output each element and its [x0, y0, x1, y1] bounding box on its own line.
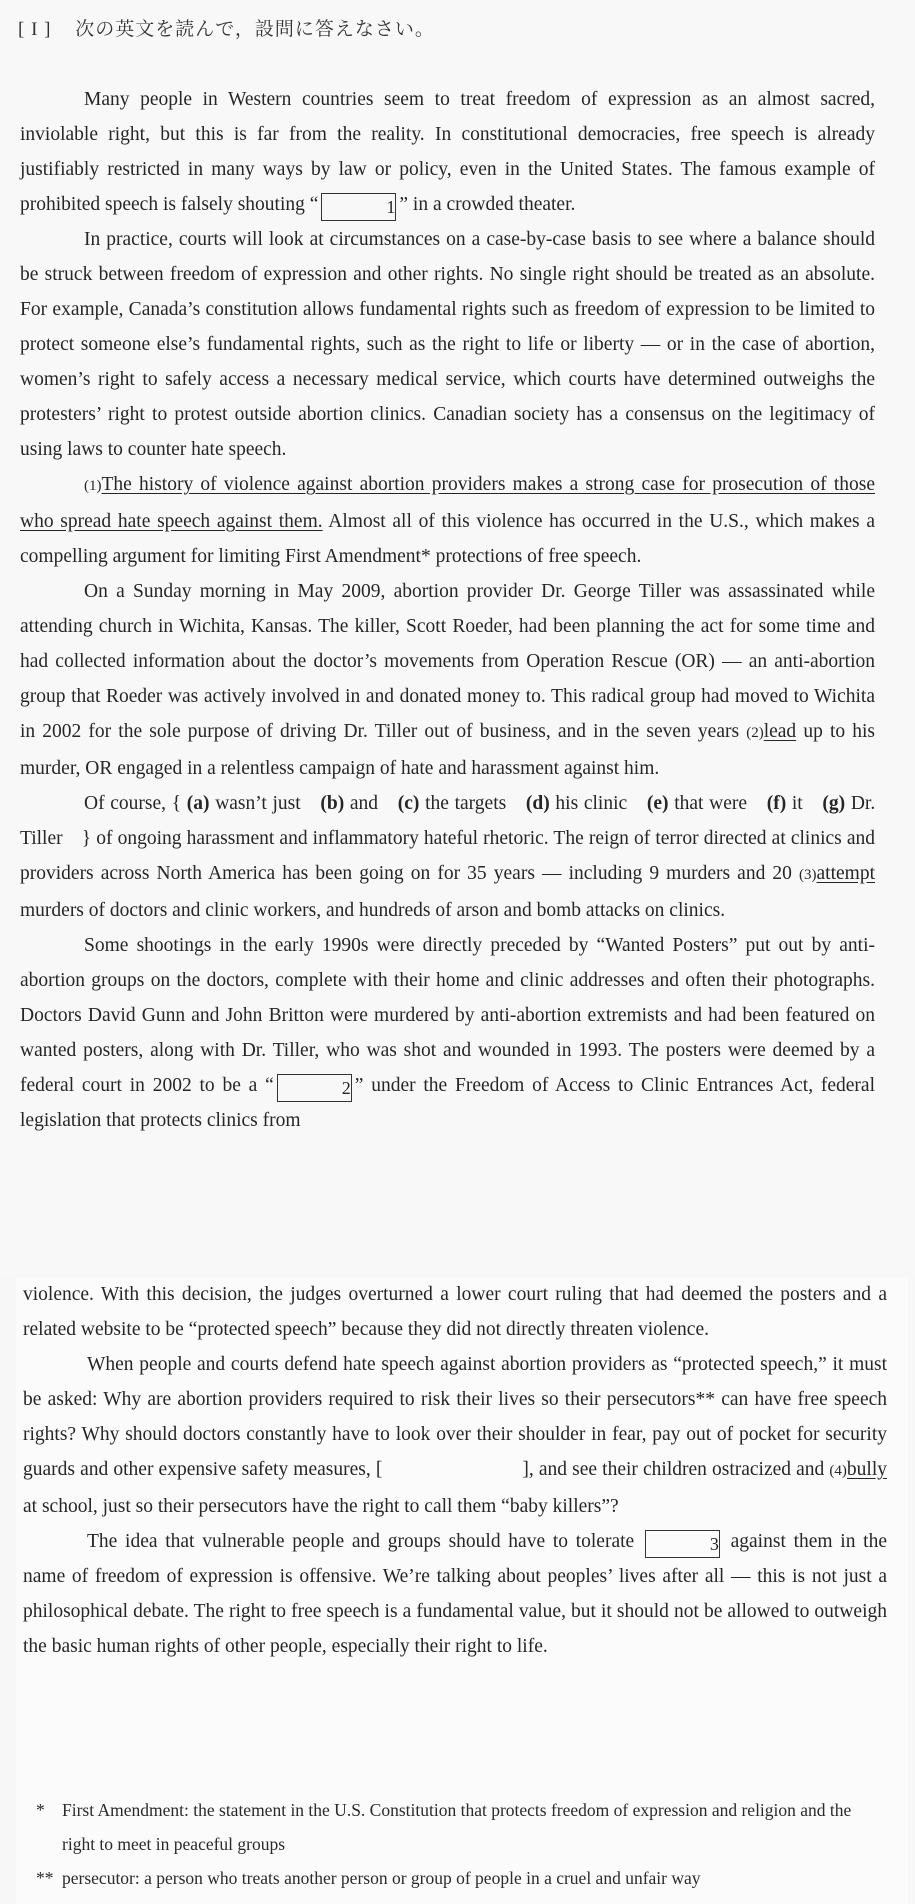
choice-a: (a) wasn’t just: [186, 793, 301, 814]
paragraph-7: When people and courts defend hate speech against abortion providers as “protected speech,” it must be asked: Why are abortion providers required to risk their lives so their persecutors** can have free speech rights? Why should doctors constantly have to look over their shoulder in fear, pay out of pocket for security guards and other expensive safety measures, [ ], and see their children ostracized and (4)bully at school, just so their persecutors have the right to call them “baby killers”?: [23, 1354, 888, 1517]
paragraph-6: Some shootings in the early 1990s were directly preceded by “Wanted Posters” put out by anti-abortion groups on the doctors, complete with their home and clinic addresses and often their photographs. Doctors David Gunn and John Britton were murdered by anti-abortion extremists and had been featured on wanted posters, along with Dr. Tiller, who was shot and wounded in 1993. The posters were deemed by a federal court in 2002 to be a “ 2 ” under the Freedom of Access to Clinic Entrances Act, federal legislation that protects clinics from: [20, 935, 875, 1131]
underlined-sentence-1: The history of violence against abortion providers makes a strong case for prosecution of those who spread hate speech against them.: [20, 474, 875, 532]
question-marker-4: (4): [829, 1463, 847, 1479]
passage-lower: [23, 1277, 887, 1664]
choice-f: (f) it: [766, 793, 803, 814]
question-number: [ I ]: [18, 19, 52, 40]
paragraph-3: (1)The history of violence against abortion providers makes a strong case for prosecution of those who spread hate speech against them. Almost all of this violence has occurred in the U.S., which makes a compelling argument for limiting First Amendment* protections of free speech.: [20, 474, 875, 567]
blank-box-1[interactable]: 1: [321, 193, 396, 221]
bracket-blank[interactable]: [ ]: [375, 1459, 529, 1480]
blank-box-3[interactable]: 3: [645, 1530, 720, 1558]
question-marker-2: (2): [746, 725, 764, 741]
footnote-1: * First Amendment: the statement in the U.S. Constitution that protects freedom of expression and religion and the right to meet in peaceful groups: [36, 1800, 852, 1854]
footnotes: [36, 1793, 876, 1895]
paragraph-1: Many people in Western countries seem to treat freedom of expression as an almost sacred, inviolable right, but this is far from the reality. In constitutional democracies, free speech is already justifiably restricted in many ways by law or policy, even in the United States. The famous example of prohibited speech is falsely shouting “ 1 ” in a crowded theater.: [20, 82, 875, 222]
choice-c: (c) the targets: [397, 793, 507, 814]
passage-upper: [20, 82, 875, 1138]
paragraph-2: In practice, courts will look at circumstances on a case-by-case basis to see where a balance should be struck between freedom of expression and other rights. No single right should be treated as an absolute. For example, Canada’s constitution allows fundamental rights such as freedom of expression to be limited to protect someone else’s fundamental rights, such as the right to life or liberty — or in the case of abortion, women’s right to safely access a necessary medical service, which courts have determined outweighs the protesters’ right to protest outside abortion clinics. Canadian society has a consensus on the legitimacy of using laws to counter hate speech.: [20, 229, 875, 460]
paragraph-6-continued: violence. With this decision, the judges overturned a lower court ruling that had deemed the posters and a related website to be “protected speech” because they did not directly threaten violence.: [23, 1284, 887, 1340]
choice-d: (d) his clinic: [525, 793, 628, 814]
instruction-text: 次の英文を読んで，設問に答えなさい。: [75, 19, 435, 40]
choice-e: (e) that were: [646, 793, 748, 814]
underlined-word-2: lead: [763, 721, 797, 742]
question-marker-1: (1): [84, 478, 102, 494]
paragraph-4: On a Sunday morning in May 2009, abortion provider Dr. George Tiller was assassinated while attending church in Wichita, Kansas. The killer, Scott Roeder, had been planning the act for some time and had collected information about the doctor’s movements from Operation Rescue (OR) — an anti-abortion group that Roeder was actively involved in and donated money to. This radical group had moved to Wichita in 2002 for the sole purpose of driving Dr. Tiller out of business, and in the seven years (2)lead up to his murder, OR engaged in a relentless campaign of hate and harassment against him.: [20, 581, 875, 779]
blank-box-2[interactable]: 2: [277, 1074, 352, 1102]
question-marker-3: (3): [799, 867, 817, 883]
choice-g: (g) Dr. Tiller: [20, 793, 876, 849]
paragraph-8: The idea that vulnerable people and groups should have to tolerate 3 against them in the name of freedom of expression is offensive. We’re talking about peoples’ lives after all — this is not just a philosophical debate. The right to free speech is a fundamental value, but it should not be allowed to outweigh the basic human rights of other people, especially their right to life.: [23, 1531, 887, 1657]
underlined-word-4: bully: [846, 1459, 888, 1480]
question-heading: [18, 14, 435, 41]
paragraph-5: Of course, { (a) wasn’t just (b) and (c) the targets (d) his clinic (e) that were (f) it (g) Dr. Tiller } of ongoing harassment and inflammatory hateful rhetoric. The reign of terror directed at clinics and providers across North America has been going on for 35 years — including 9 murders and 20 (3)attempt murders of doctors and clinic workers, and hundreds of arson and bomb attacks on clinics.: [20, 793, 876, 921]
footnote-2: ** persecutor: a person who treats another person or group of people in a cruel and unfair way: [36, 1868, 701, 1888]
underlined-word-3: attempt: [816, 863, 875, 884]
choice-b: (b) and: [320, 793, 379, 814]
